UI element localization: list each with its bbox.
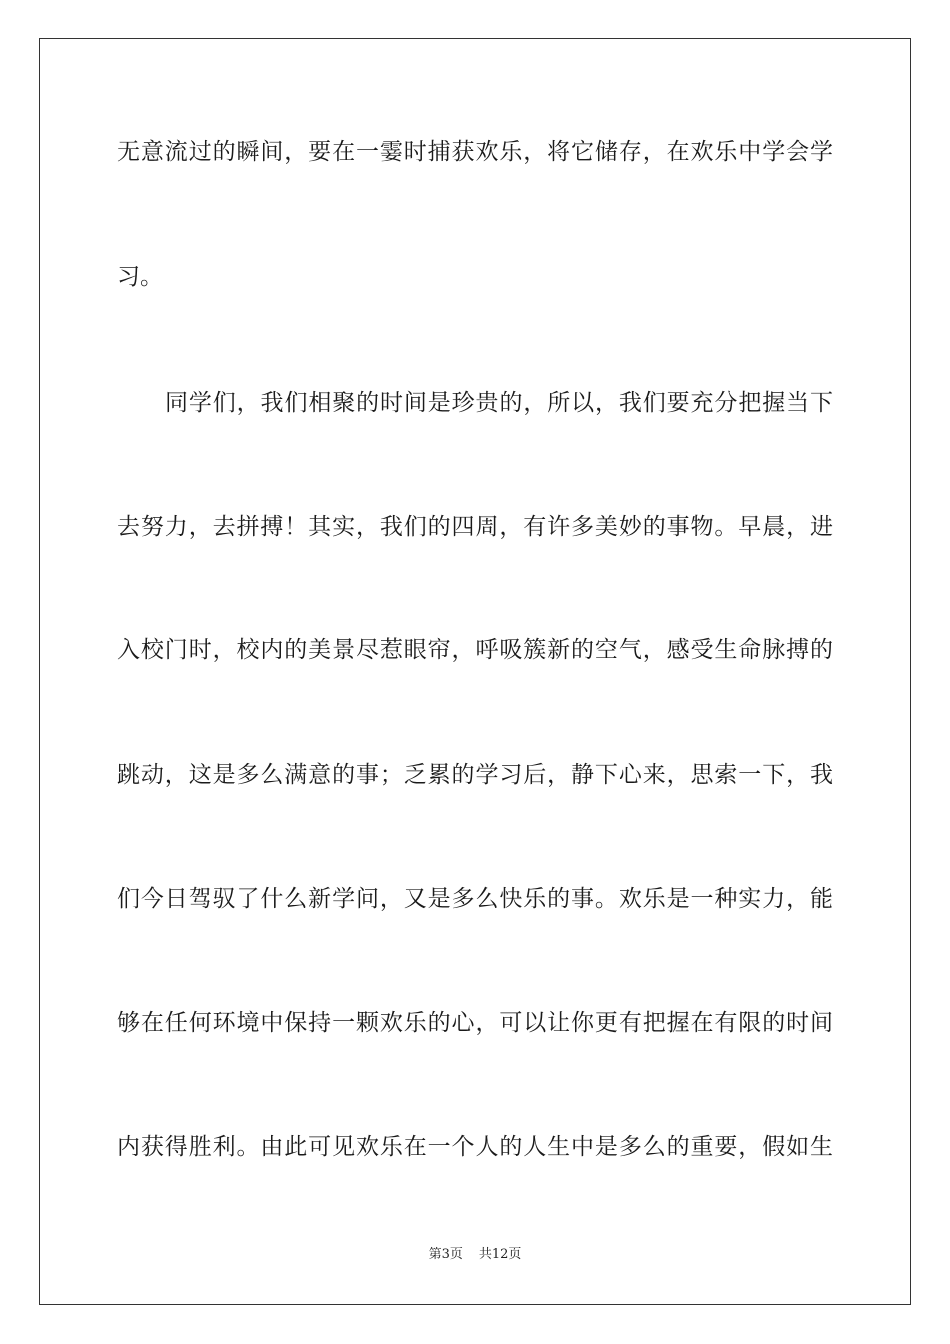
- text-line-9: 内获得胜利。由此可见欢乐在一个人的人生中是多么的重要，假如生: [117, 1134, 833, 1160]
- text-line-4: 去努力，去拼搏！其实，我们的四周，有许多美妙的事物。早晨，进: [117, 514, 833, 540]
- text-line-7: 们今日驾驭了什么新学问，又是多么快乐的事。欢乐是一种实力，能: [117, 886, 833, 912]
- text-line-6: 跳动，这是多么满意的事；乏累的学习后，静下心来，思索一下，我: [117, 762, 833, 788]
- text-line-2: 习。: [117, 264, 163, 290]
- page-total: 共12页: [478, 1247, 522, 1262]
- page-number: 第3页: [428, 1247, 463, 1262]
- text-line-5: 入校门时，校内的美景尽惹眼帘，呼吸簇新的空气，感受生命脉搏的: [117, 637, 833, 663]
- page-footer: [0, 1246, 950, 1264]
- text-line-8: 够在任何环境中保持一颗欢乐的心，可以让你更有把握在有限的时间: [117, 1010, 833, 1036]
- paragraph-start-line: 同学们，我们相聚的时间是珍贵的，所以，我们要充分把握当下: [165, 390, 833, 416]
- page-border: [39, 38, 911, 1305]
- text-line-1: 无意流过的瞬间，要在一霎时捕获欢乐，将它储存，在欢乐中学会学: [117, 139, 833, 165]
